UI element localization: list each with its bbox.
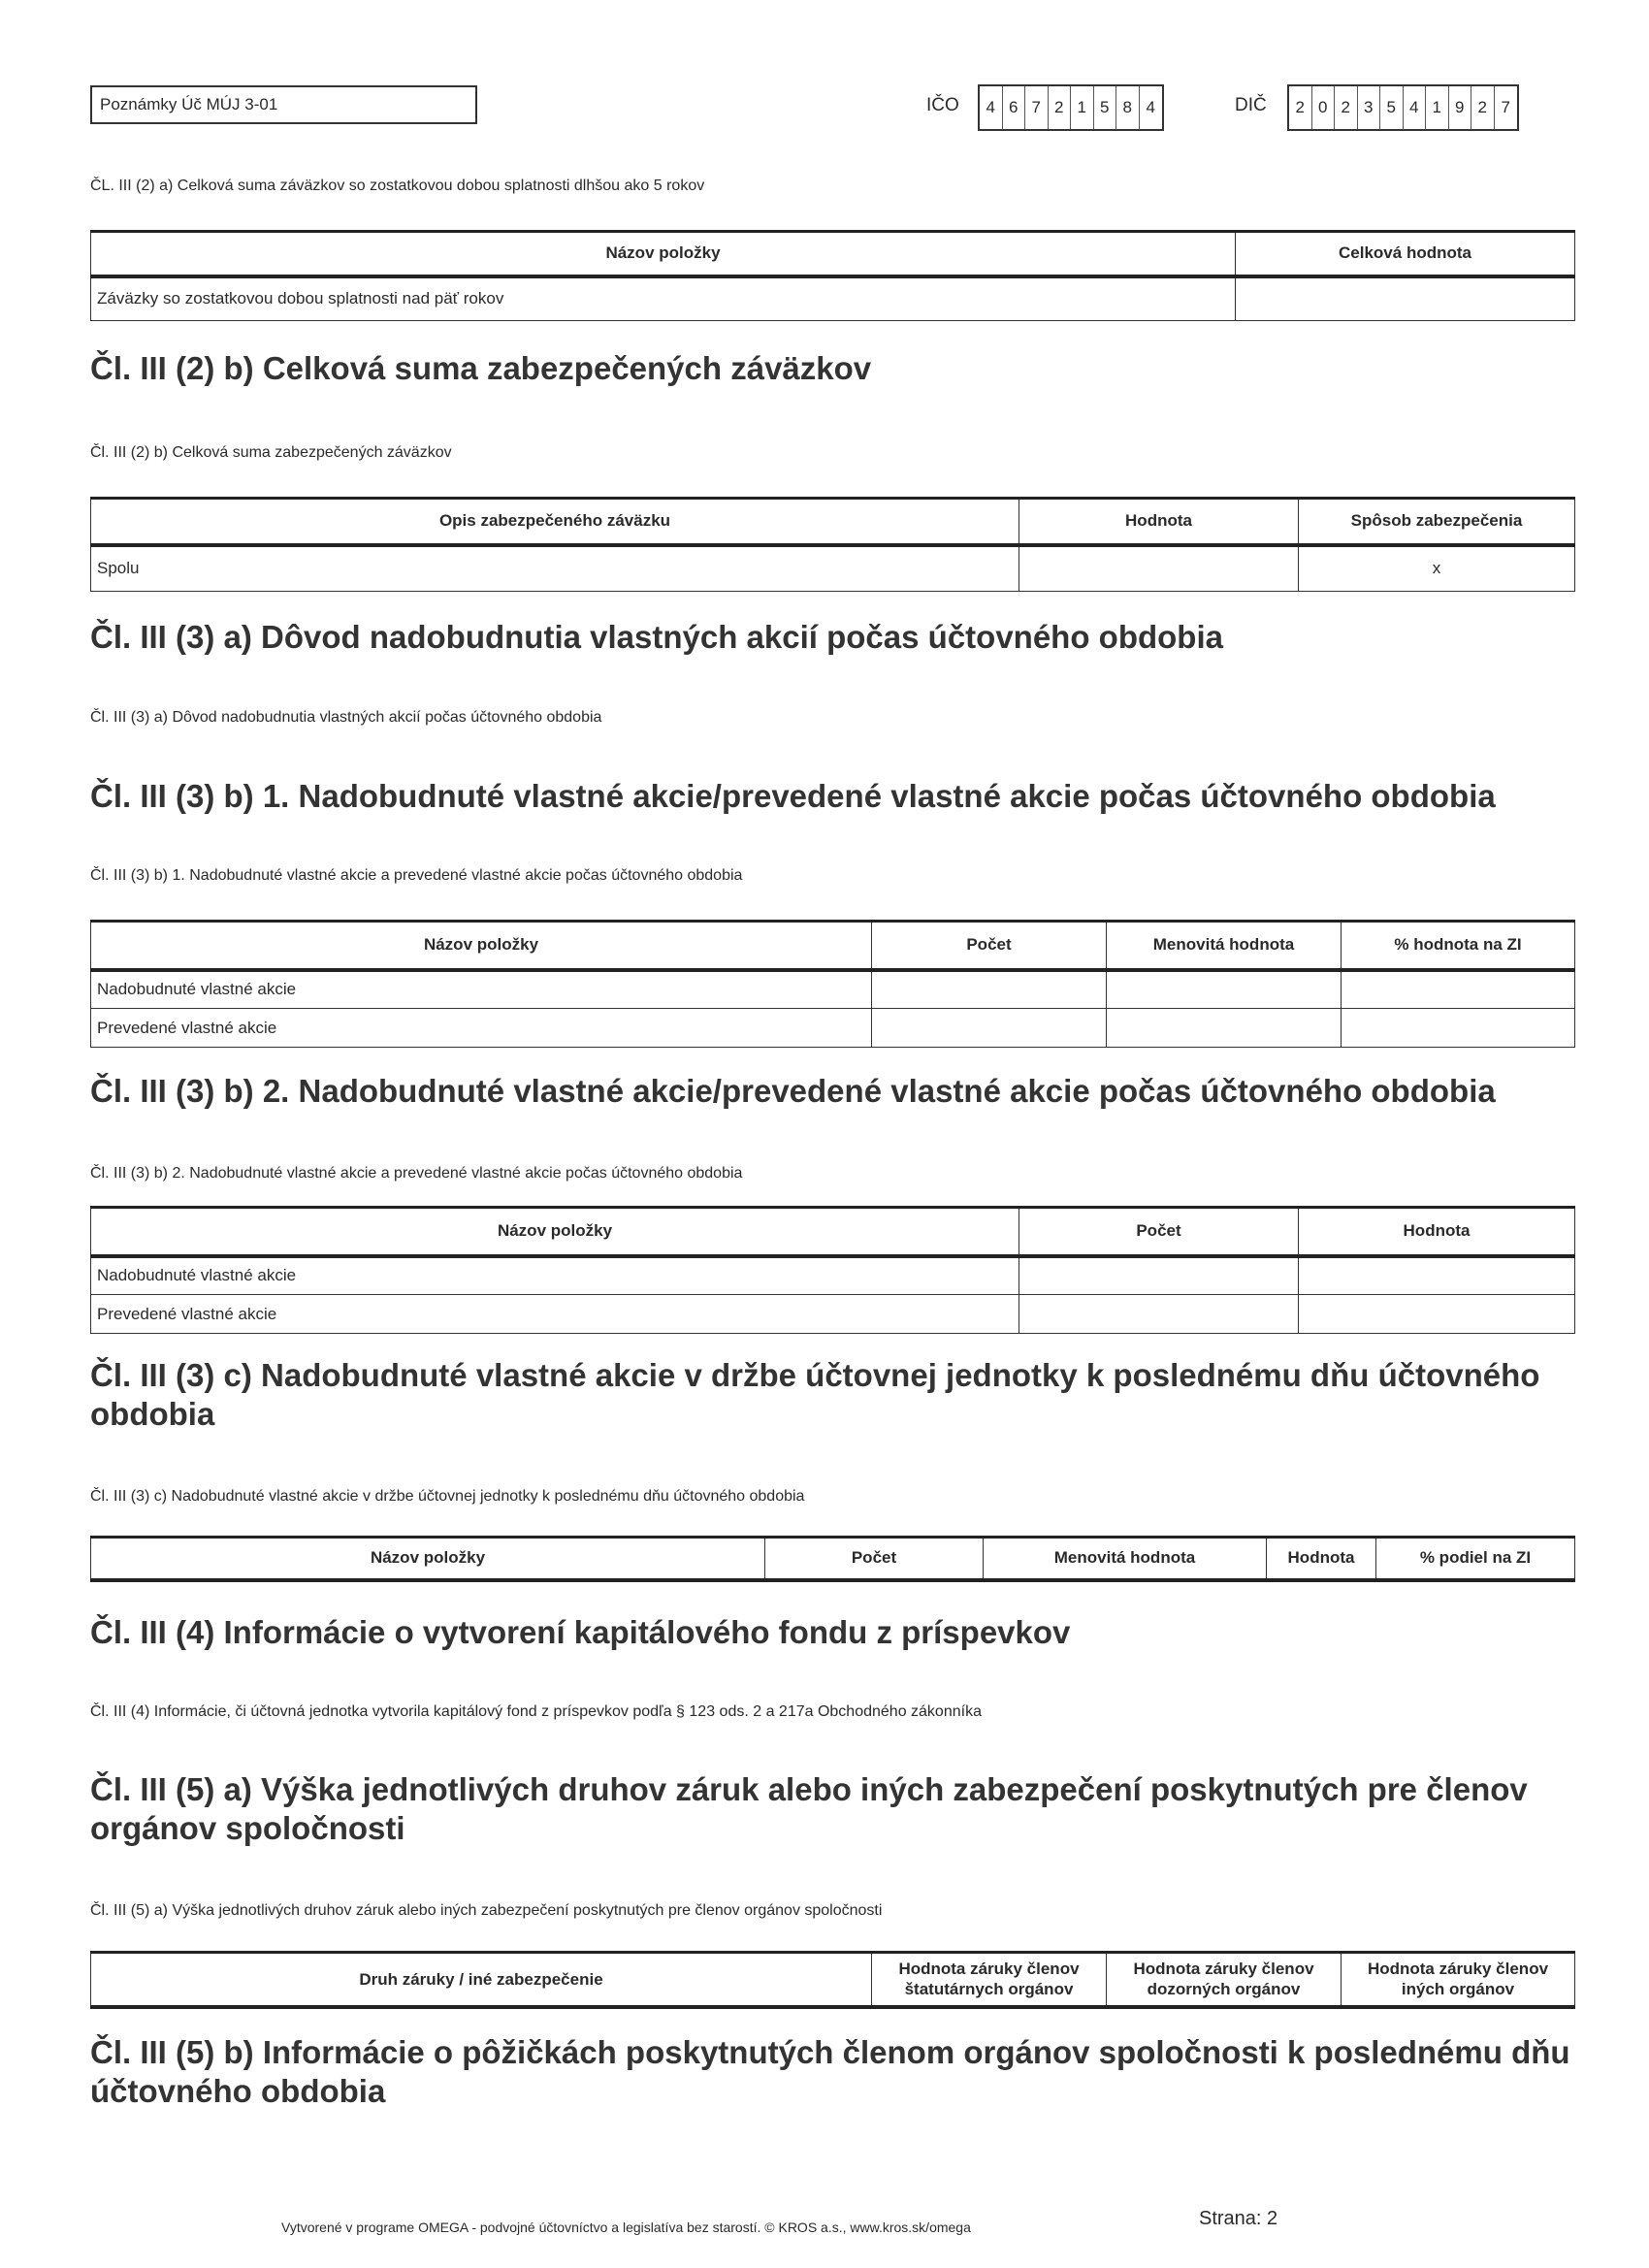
table-row bbox=[91, 1009, 1575, 1048]
table-cell: Nadobudnuté vlastné akcie bbox=[91, 1256, 1019, 1295]
column-header: % hodnota na ZI bbox=[1342, 922, 1575, 970]
column-header: Názov položky bbox=[91, 1208, 1019, 1256]
footer-text: Vytvorené v programe OMEGA - podvojné účtovníctvo a legislatíva bez starostí. © KROS a.s., www.kros.sk/omega bbox=[281, 2219, 971, 2235]
ico-digit: 8 bbox=[1116, 86, 1140, 129]
ico-digits bbox=[978, 84, 1164, 131]
dic-digit: 0 bbox=[1312, 86, 1336, 129]
table-cell bbox=[1107, 970, 1342, 1009]
table-cell: Záväzky so zostatkovou dobou splatnosti nad päť rokov bbox=[91, 276, 1236, 321]
s5a-table bbox=[90, 1951, 1575, 2009]
column-header: Menovitá hodnota bbox=[984, 1538, 1267, 1580]
table-header-row bbox=[91, 922, 1575, 970]
dic-digit: 3 bbox=[1358, 86, 1381, 129]
section-heading: Čl. III (3) b) 1. Nadobudnuté vlastné akcie/prevedené vlastné akcie počas účtovného obdobia bbox=[90, 778, 1496, 814]
table-cell bbox=[872, 1009, 1107, 1048]
dic-digit: 7 bbox=[1501, 98, 1510, 116]
s2a-caption: ČL. III (2) a) Celková suma záväzkov so zostatkovou dobou splatnosti dlhšou ako 5 rokov bbox=[90, 178, 705, 194]
dic-digit: 2 bbox=[1289, 86, 1312, 129]
ico-digit: 7 bbox=[1025, 86, 1049, 129]
column-header: Hodnota bbox=[1019, 499, 1299, 545]
table-cell bbox=[872, 970, 1107, 1009]
table-cell bbox=[1019, 545, 1299, 592]
column-header: Hodnota záruky členov iných orgánov bbox=[1342, 1953, 1575, 2007]
table-row bbox=[91, 970, 1575, 1009]
s2b-caption: Čl. III (2) b) Celková suma zabezpečených záväzkov bbox=[90, 444, 452, 461]
column-header: Názov položky bbox=[91, 922, 872, 970]
column-header: Názov položky bbox=[91, 1538, 765, 1580]
column-header: Hodnota záruky členov dozorných orgánov bbox=[1107, 1953, 1342, 2007]
s3c-caption: Čl. III (3) c) Nadobudnuté vlastné akcie v držbe účtovnej jednotky k poslednému dňu účtovného obdobia bbox=[90, 1488, 805, 1505]
dic-digit: 2 bbox=[1471, 86, 1495, 129]
table-cell: Spolu bbox=[91, 545, 1019, 592]
table-cell bbox=[1299, 1256, 1575, 1295]
section-heading: Čl. III (4) Informácie o vytvorení kapitálového fondu z príspevkov bbox=[90, 1614, 1071, 1650]
table-header-row bbox=[91, 1953, 1575, 2007]
column-header: Počet bbox=[1019, 1208, 1299, 1256]
section-heading: Čl. III (5) b) Informácie o pôžičkách poskytnutých členom orgánov spoločnosti k poslednému dňu účtovného obdobia bbox=[90, 2034, 1570, 2109]
table-cell bbox=[1107, 1009, 1342, 1048]
column-header: Názov položky bbox=[91, 232, 1236, 276]
s4-caption: Čl. III (4) Informácie, či účtovná jednotka vytvorila kapitálový fond z príspevkov podľa § 123 ods. 2 a 217a Obchodného zákonníka bbox=[90, 1703, 982, 1720]
dic-label: DIČ bbox=[1235, 95, 1267, 115]
column-header: Hodnota bbox=[1299, 1208, 1575, 1256]
ico-digit: 1 bbox=[1071, 86, 1094, 129]
table-header-row bbox=[91, 1208, 1575, 1256]
s5a-caption: Čl. III (5) a) Výška jednotlivých druhov záruk alebo iných zabezpečení poskytnutých pre členov orgánov spoločnosti bbox=[90, 1902, 883, 1919]
s2a-table bbox=[90, 230, 1575, 321]
form-name-box bbox=[90, 85, 477, 124]
s2b-table bbox=[90, 497, 1575, 592]
dic-digit: 5 bbox=[1380, 86, 1404, 129]
table-row bbox=[91, 545, 1575, 592]
table-cell: Prevedené vlastné akcie bbox=[91, 1295, 1019, 1334]
column-header: Menovitá hodnota bbox=[1107, 922, 1342, 970]
table-header-row bbox=[91, 1538, 1575, 1580]
ico-label: IČO bbox=[926, 95, 959, 115]
s3b2-caption: Čl. III (3) b) 2. Nadobudnuté vlastné akcie a prevedené vlastné akcie počas účtovného obdobia bbox=[90, 1165, 743, 1182]
table-header-row bbox=[91, 499, 1575, 545]
s3c-table bbox=[90, 1536, 1575, 1582]
section-heading: Čl. III (2) b) Celková suma zabezpečených záväzkov bbox=[90, 350, 872, 386]
table-cell bbox=[1342, 970, 1575, 1009]
dic-digit: 4 bbox=[1404, 86, 1427, 129]
table-cell bbox=[1019, 1256, 1299, 1295]
column-header: Druh záruky / iné zabezpečenie bbox=[91, 1953, 872, 2007]
table-cell bbox=[1019, 1295, 1299, 1334]
table-header-row bbox=[91, 232, 1575, 276]
section-heading: Čl. III (3) b) 2. Nadobudnuté vlastné akcie/prevedené vlastné akcie počas účtovného obdobia bbox=[90, 1073, 1496, 1109]
s3b2-table bbox=[90, 1206, 1575, 1334]
ico-digit: 2 bbox=[1049, 86, 1072, 129]
dic-digit: 1 bbox=[1426, 86, 1449, 129]
table-cell: Prevedené vlastné akcie bbox=[91, 1009, 872, 1048]
column-header: Spôsob zabezpečenia bbox=[1299, 499, 1575, 545]
page-number: Strana: 2 bbox=[1199, 2208, 1278, 2229]
ico-digit: 5 bbox=[1094, 86, 1117, 129]
dic-digit: 9 bbox=[1449, 86, 1472, 129]
column-header: Hodnota záruky členov štatutárnych orgánov bbox=[872, 1953, 1107, 2007]
column-header: Celková hodnota bbox=[1236, 232, 1575, 276]
section-heading: Čl. III (3) a) Dôvod nadobudnutia vlastných akcií počas účtovného obdobia bbox=[90, 619, 1223, 655]
table-cell bbox=[1342, 1009, 1575, 1048]
dic-digit: 2 bbox=[1335, 86, 1358, 129]
table-cell bbox=[1236, 276, 1575, 321]
s3b1-caption: Čl. III (3) b) 1. Nadobudnuté vlastné akcie a prevedené vlastné akcie počas účtovného obdobia bbox=[90, 867, 743, 884]
table-cell bbox=[1299, 1295, 1575, 1334]
column-header: % podiel na ZI bbox=[1376, 1538, 1575, 1580]
table-row bbox=[91, 1295, 1575, 1334]
table-cell: Nadobudnuté vlastné akcie bbox=[91, 970, 872, 1009]
s3b1-table bbox=[90, 920, 1575, 1048]
s3a-caption: Čl. III (3) a) Dôvod nadobudnutia vlastných akcií počas účtovného obdobia bbox=[90, 709, 602, 726]
column-header: Počet bbox=[872, 922, 1107, 970]
ico-digit: 4 bbox=[980, 86, 1003, 129]
column-header: Opis zabezpečeného záväzku bbox=[91, 499, 1019, 545]
ico-digit: 6 bbox=[1003, 86, 1026, 129]
section-heading: Čl. III (3) c) Nadobudnuté vlastné akcie v držbe účtovnej jednotky k poslednému dňu účtovného obdobia bbox=[90, 1357, 1540, 1432]
column-header: Počet bbox=[765, 1538, 984, 1580]
section-heading: Čl. III (5) a) Výška jednotlivých druhov záruk alebo iných zabezpečení poskytnutých pre členov orgánov spoločnosti bbox=[90, 1771, 1528, 1846]
form-name: Poznámky Úč MÚJ 3-01 bbox=[100, 95, 278, 113]
dic-digits bbox=[1287, 84, 1519, 131]
table-row bbox=[91, 1256, 1575, 1295]
table-row bbox=[91, 276, 1575, 321]
ico-digit: 4 bbox=[1146, 98, 1155, 116]
column-header: Hodnota bbox=[1267, 1538, 1376, 1580]
table-cell: x bbox=[1299, 545, 1575, 592]
